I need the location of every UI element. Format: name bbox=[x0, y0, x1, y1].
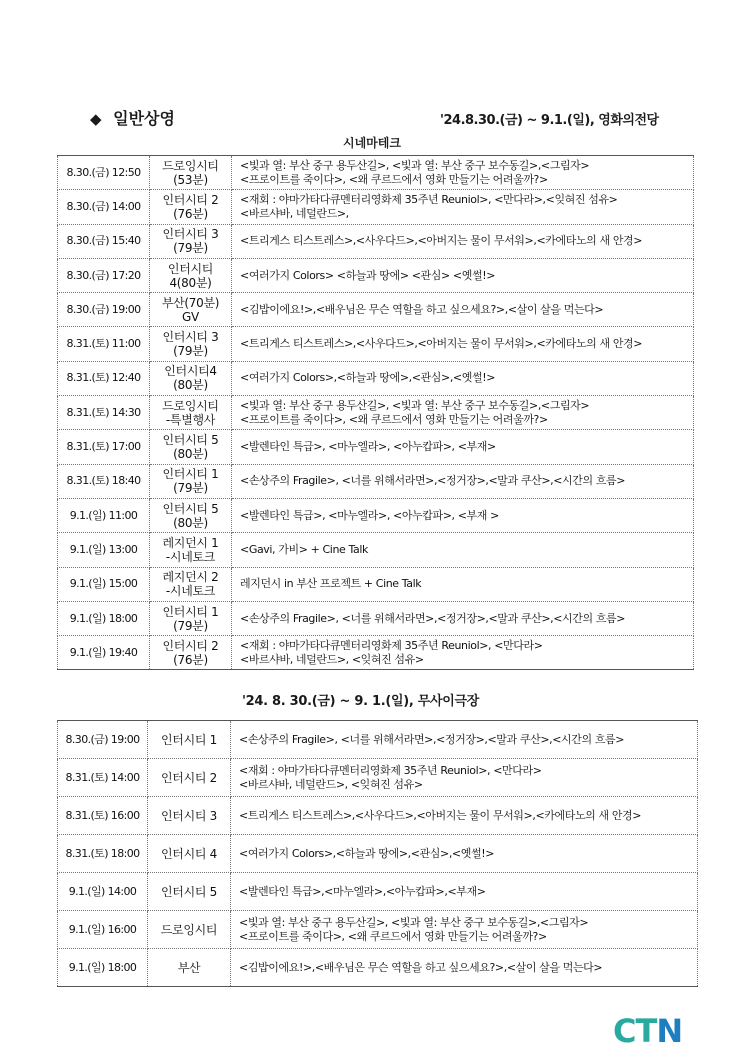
screening-time: 8.31.(토) 16:00 bbox=[58, 797, 148, 835]
film-list bbox=[231, 721, 698, 759]
program-name bbox=[150, 293, 232, 327]
film-list bbox=[232, 258, 694, 292]
program-line: (79분) bbox=[173, 241, 208, 256]
schedule-row bbox=[58, 567, 694, 601]
program-line: 레지던시 1 bbox=[162, 535, 219, 550]
screening-time: 8.31.(토) 12:40 bbox=[58, 361, 150, 395]
screening-time: 9.1.(일) 14:00 bbox=[58, 873, 148, 911]
schedule-row bbox=[58, 293, 694, 327]
schedule-row bbox=[58, 258, 694, 292]
program-line: -시네토크 bbox=[165, 584, 216, 599]
schedule-row bbox=[58, 797, 698, 835]
program-name bbox=[150, 156, 232, 190]
film-list-line: <김밥이에요!>,<배우님은 무슨 역할을 하고 싶으세요?>,<살이 살을 먹는다> bbox=[239, 960, 603, 974]
program-line: (80분) bbox=[173, 378, 208, 393]
program-line: 드로잉시티 bbox=[160, 922, 218, 937]
film-list bbox=[232, 498, 694, 532]
program-line: 부산(70분) bbox=[161, 295, 220, 310]
screening-time: 9.1.(일) 19:40 bbox=[58, 636, 150, 670]
screening-time: 8.31.(토) 14:00 bbox=[58, 759, 148, 797]
film-list-line: <여러가지 Colors> <하늘과 땅에> <관심> <옛썰!> bbox=[240, 268, 496, 282]
program-name bbox=[150, 601, 232, 635]
schedule-row bbox=[58, 224, 694, 258]
program-line: (80분) bbox=[173, 515, 208, 530]
program-line: (79분) bbox=[173, 344, 208, 359]
program-name bbox=[150, 636, 232, 670]
screening-time: 8.31.(토) 18:40 bbox=[58, 464, 150, 498]
screening-time: 8.30.(금) 12:50 bbox=[58, 156, 150, 190]
program-name bbox=[150, 498, 232, 532]
film-list bbox=[231, 873, 698, 911]
film-list-line: <바르샤바, 네덜란드>, <잊혀진 섬유> bbox=[240, 652, 424, 666]
film-list-line: <트리게스 티스트레스>,<사우다드>,<아버지는 물이 무서워>,<카에타노의 새 안경> bbox=[240, 234, 643, 248]
screening-time: 9.1.(일) 18:00 bbox=[58, 601, 150, 635]
program-name bbox=[148, 759, 231, 797]
schedule-row bbox=[58, 601, 694, 635]
program-name bbox=[150, 464, 232, 498]
film-list-line: <프로이트를 죽이다>, <왜 쿠르드에서 영화 만들기는 어려울까?> bbox=[239, 929, 547, 943]
schedule-row bbox=[58, 911, 698, 949]
film-list-line: <바르샤바, 네덜란드>, <잊혀진 섬유> bbox=[239, 777, 423, 791]
program-name bbox=[148, 721, 231, 759]
program-line: GV bbox=[182, 309, 199, 324]
film-list bbox=[232, 636, 694, 670]
program-line: 드로잉시티 bbox=[162, 398, 219, 413]
film-list-line: <프로이트를 죽이다>, <왜 쿠르드에서 영화 만들기는 어려울까?> bbox=[240, 412, 548, 426]
film-list bbox=[232, 293, 694, 327]
screening-time: 8.31.(토) 14:30 bbox=[58, 396, 150, 430]
program-line: 부산 bbox=[177, 960, 201, 975]
screening-time: 8.30.(금) 14:00 bbox=[58, 190, 150, 224]
screening-time: 8.30.(금) 19:00 bbox=[58, 293, 150, 327]
program-line: -시네토크 bbox=[165, 549, 216, 564]
film-list bbox=[231, 949, 698, 987]
film-list bbox=[232, 327, 694, 361]
film-list bbox=[232, 601, 694, 635]
screening-time: 9.1.(일) 13:00 bbox=[58, 533, 150, 567]
film-list bbox=[232, 464, 694, 498]
schedule-row bbox=[58, 327, 694, 361]
film-list bbox=[231, 797, 698, 835]
program-name bbox=[150, 430, 232, 464]
program-line: -특별행사 bbox=[165, 412, 216, 427]
program-name bbox=[148, 949, 231, 987]
film-list-line: <여러가지 Colors>,<하늘과 땅에>,<관심>,<옛썰!> bbox=[239, 846, 495, 860]
film-list-line: <빛과 열: 부산 중구 용두산길>, <빛과 열: 부산 중구 보수동길>,<그림자> bbox=[240, 398, 590, 412]
program-line: 인터시티 3 bbox=[162, 330, 219, 345]
screening-time: 9.1.(일) 16:00 bbox=[58, 911, 148, 949]
logo-letter-c: C bbox=[613, 1012, 636, 1050]
film-list bbox=[232, 190, 694, 224]
film-list-line: <트리게스 티스트레스>,<사우다드>,<아버지는 물이 무서워>,<카에타노의 새 안경> bbox=[239, 808, 642, 822]
screening-time: 8.31.(토) 18:00 bbox=[58, 835, 148, 873]
film-list bbox=[232, 156, 694, 190]
schedule-row bbox=[58, 721, 698, 759]
program-line: (76분) bbox=[173, 206, 208, 221]
program-line: 인터시티 bbox=[167, 261, 214, 276]
schedule-row bbox=[58, 430, 694, 464]
program-line: (79분) bbox=[173, 618, 208, 633]
program-name bbox=[150, 361, 232, 395]
program-line: (76분) bbox=[173, 652, 208, 667]
program-line: 인터시티 5 bbox=[162, 501, 219, 516]
diamond-icon: ◆ bbox=[90, 110, 102, 128]
screening-time: 9.1.(일) 18:00 bbox=[58, 949, 148, 987]
program-line: 인터시티 5 bbox=[162, 433, 219, 448]
program-line: 인터시티 3 bbox=[162, 227, 219, 242]
screening-time: 8.30.(금) 17:20 bbox=[58, 258, 150, 292]
cinematheque-schedule-table bbox=[57, 155, 694, 670]
cinematheque-period: '24.8.30.(금) ~ 9.1.(일), 영화의전당 bbox=[440, 113, 659, 128]
screening-time: 8.31.(토) 11:00 bbox=[58, 327, 150, 361]
film-list bbox=[232, 567, 694, 601]
film-list-line: <발렌타인 특급>, <마누엘라>, <아누캅파>, <부재 > bbox=[240, 508, 499, 522]
screening-time: 8.30.(금) 15:40 bbox=[58, 224, 150, 258]
screening-time: 9.1.(일) 15:00 bbox=[58, 567, 150, 601]
film-list-line: 레지던시 in 부산 프로젝트 + Cine Talk bbox=[240, 577, 422, 591]
program-line: 레지던시 2 bbox=[162, 570, 219, 585]
film-list-line: <트리게스 티스트레스>,<사우다드>,<아버지는 물이 무서워>,<카에타노의 새 안경> bbox=[240, 337, 643, 351]
program-line: 인터시티 4 bbox=[160, 846, 218, 861]
program-name bbox=[148, 873, 231, 911]
program-line: 인터시티 2 bbox=[162, 192, 219, 207]
program-line: 인터시티 2 bbox=[160, 770, 218, 785]
program-name bbox=[150, 567, 232, 601]
cinematheque-venue: 시네마테크 bbox=[343, 136, 401, 150]
film-list-line: <Gavi, 가비> + Cine Talk bbox=[240, 542, 368, 556]
film-list bbox=[232, 396, 694, 430]
schedule-row bbox=[58, 498, 694, 532]
film-list-line: <손상주의 Fragile>, <너를 위해서라면>,<정거장>,<말과 쿠산>,<시간의 흐름> bbox=[240, 611, 626, 625]
program-name bbox=[150, 533, 232, 567]
schedule-row bbox=[58, 835, 698, 873]
schedule-row bbox=[58, 361, 694, 395]
schedule-row bbox=[58, 636, 694, 670]
schedule-row bbox=[58, 396, 694, 430]
program-line: 인터시티 3 bbox=[160, 808, 218, 823]
program-line: (80분) bbox=[173, 447, 208, 462]
mussai-schedule-table bbox=[57, 720, 698, 987]
program-name bbox=[150, 224, 232, 258]
logo-letter-t: T bbox=[635, 1012, 657, 1050]
program-line: 인터시티 1 bbox=[160, 732, 218, 747]
film-list-line: <바르샤바, 네덜란드>, bbox=[240, 206, 349, 220]
schedule-row bbox=[58, 759, 698, 797]
program-line: 인터시티 1 bbox=[162, 604, 219, 619]
program-line: 4(80분) bbox=[169, 275, 212, 290]
program-line: 인터시티 5 bbox=[160, 884, 218, 899]
screening-time: 8.31.(토) 17:00 bbox=[58, 430, 150, 464]
film-list-line: <손상주의 Fragile>, <너를 위해서라면>,<정거장>,<말과 쿠산>,<시간의 흐름> bbox=[239, 732, 625, 746]
film-list bbox=[232, 533, 694, 567]
film-list bbox=[231, 835, 698, 873]
section-heading bbox=[90, 106, 175, 129]
mussai-period: '24. 8. 30.(금) ~ 9. 1.(일), 무사이극장 bbox=[242, 694, 480, 709]
program-line: 인터시티 1 bbox=[162, 467, 219, 482]
program-name bbox=[150, 190, 232, 224]
film-list bbox=[232, 430, 694, 464]
schedule-row bbox=[58, 190, 694, 224]
program-line: 인터시티4 bbox=[164, 364, 217, 379]
program-line: (79분) bbox=[173, 481, 208, 496]
program-name bbox=[148, 797, 231, 835]
film-list-line: <김밥이에요!>,<배우님은 무슨 역할을 하고 싶으세요?>,<살이 살을 먹는다> bbox=[240, 302, 604, 316]
film-list-line: <손상주의 Fragile>, <너를 위해서라면>,<정거장>,<말과 쿠산>,<시간의 흐름> bbox=[240, 474, 626, 488]
film-list-line: <발렌타인 특급>, <마누엘라>, <아누캅파>, <부재> bbox=[240, 440, 496, 454]
program-line: (53분) bbox=[173, 172, 208, 187]
film-list-line: <재회 : 야마가타다큐멘터리영화제 35주년 Reuniol>, <만다라> bbox=[239, 763, 542, 777]
schedule-row bbox=[58, 873, 698, 911]
program-name bbox=[150, 396, 232, 430]
film-list-line: <빛과 열: 부산 중구 용두산길>, <빛과 열: 부산 중구 보수동길>,<그림자> bbox=[239, 915, 589, 929]
film-list bbox=[231, 759, 698, 797]
schedule-row bbox=[58, 156, 694, 190]
logo-letter-n: N bbox=[656, 1012, 683, 1050]
film-list-line: <재회 : 야마가타다큐멘터리영화제 35주년 Reuniol>, <만다라> bbox=[240, 638, 543, 652]
film-list-line: <빛과 열: 부산 중구 용두산길>, <빛과 열: 부산 중구 보수동길>,<그림자> bbox=[240, 158, 590, 172]
film-list-line: <여러가지 Colors>,<하늘과 땅에>,<관심>,<옛썰!> bbox=[240, 371, 496, 385]
film-list bbox=[232, 361, 694, 395]
schedule-row bbox=[58, 533, 694, 567]
program-name bbox=[150, 327, 232, 361]
ctn-logo bbox=[613, 1012, 682, 1050]
film-list-line: <재회 : 야마가타다큐멘터리영화제 35주년 Reuniol>, <만다라>,<잊혀진 섬유> bbox=[240, 192, 618, 206]
film-list-line: <발렌타인 특급>,<마누엘라>,<아누캅파>,<부재> bbox=[239, 884, 486, 898]
screening-time: 8.30.(금) 19:00 bbox=[58, 721, 148, 759]
film-list bbox=[231, 911, 698, 949]
program-name bbox=[150, 258, 232, 292]
schedule-row bbox=[58, 949, 698, 987]
program-name bbox=[148, 835, 231, 873]
program-name bbox=[148, 911, 231, 949]
program-line: 드로잉시티 bbox=[162, 158, 219, 173]
schedule-row bbox=[58, 464, 694, 498]
section-title: 일반상영 bbox=[113, 109, 175, 128]
film-list bbox=[232, 224, 694, 258]
film-list-line: <프로이트를 죽이다>, <왜 쿠르드에서 영화 만들기는 어려울까?> bbox=[240, 172, 548, 186]
program-line: 인터시티 2 bbox=[162, 638, 219, 653]
screening-time: 9.1.(일) 11:00 bbox=[58, 498, 150, 532]
